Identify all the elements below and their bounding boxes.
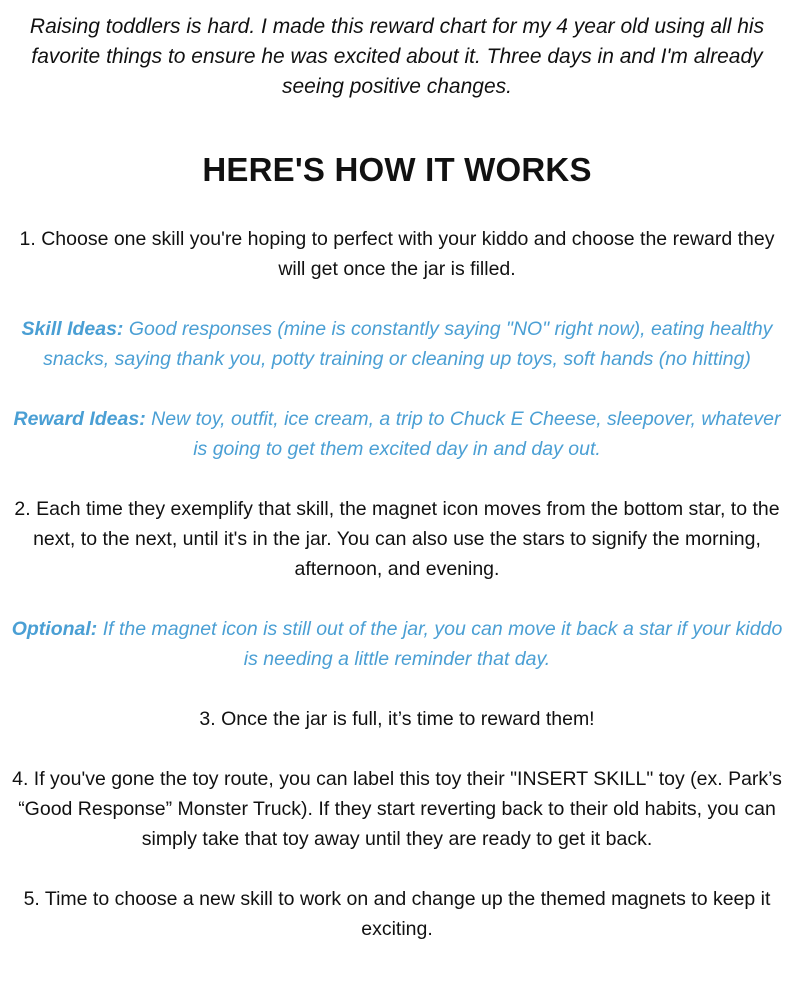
skill-ideas-label: Skill Ideas:: [21, 318, 124, 340]
step-5-text: 5. Time to choose a new skill to work on and change up the themed magnets to keep it exciting.: [23, 888, 771, 940]
step-1-text: 1. Choose one skill you're hoping to perfect with your kiddo and choose the reward they will get once the jar is filled.: [19, 228, 775, 280]
step-3-text: 3. Once the jar is full, it’s time to reward them!: [199, 708, 595, 730]
skill-ideas-text: Good responses (mine is constantly saying "NO" right now), eating healthy snacks, saying thank you, potty training or cleaning up toys, soft hands (no hitting): [43, 318, 773, 370]
step-4-text: 4. If you've gone the toy route, you can label this toy their "INSERT SKILL" toy (ex. Park’s “Good Response” Monster Truck). If they start reverting back to their old habits, you can simply take that toy away until they are ready to get it back.: [12, 768, 782, 850]
optional-label: Optional:: [11, 618, 98, 640]
page-title: HERE'S HOW IT WORKS: [202, 151, 592, 188]
reward-ideas-text: New toy, outfit, ice cream, a trip to Chuck E Cheese, sleepover, whatever is going to get them excited day in and day out.: [145, 408, 781, 460]
step-2-text: 2. Each time they exemplify that skill, the magnet icon moves from the bottom star, to the next, to the next, until it's in the jar. You can also use the stars to signify the morning, afternoon, and evening.: [14, 498, 780, 580]
intro-text: Raising toddlers is hard. I made this reward chart for my 4 year old using all his favorite things to ensure he was excited about it. Three days in and I'm already seeing positive changes.: [29, 15, 765, 98]
reward-ideas-paragraph: [6, 404, 788, 464]
optional-text: If the magnet icon is still out of the jar, you can move it back a star if your kiddo is needing a little reminder that day.: [97, 618, 783, 670]
reward-ideas-label: Reward Ideas:: [13, 408, 146, 430]
skill-ideas-paragraph: [6, 314, 788, 374]
optional-paragraph: [6, 614, 788, 674]
